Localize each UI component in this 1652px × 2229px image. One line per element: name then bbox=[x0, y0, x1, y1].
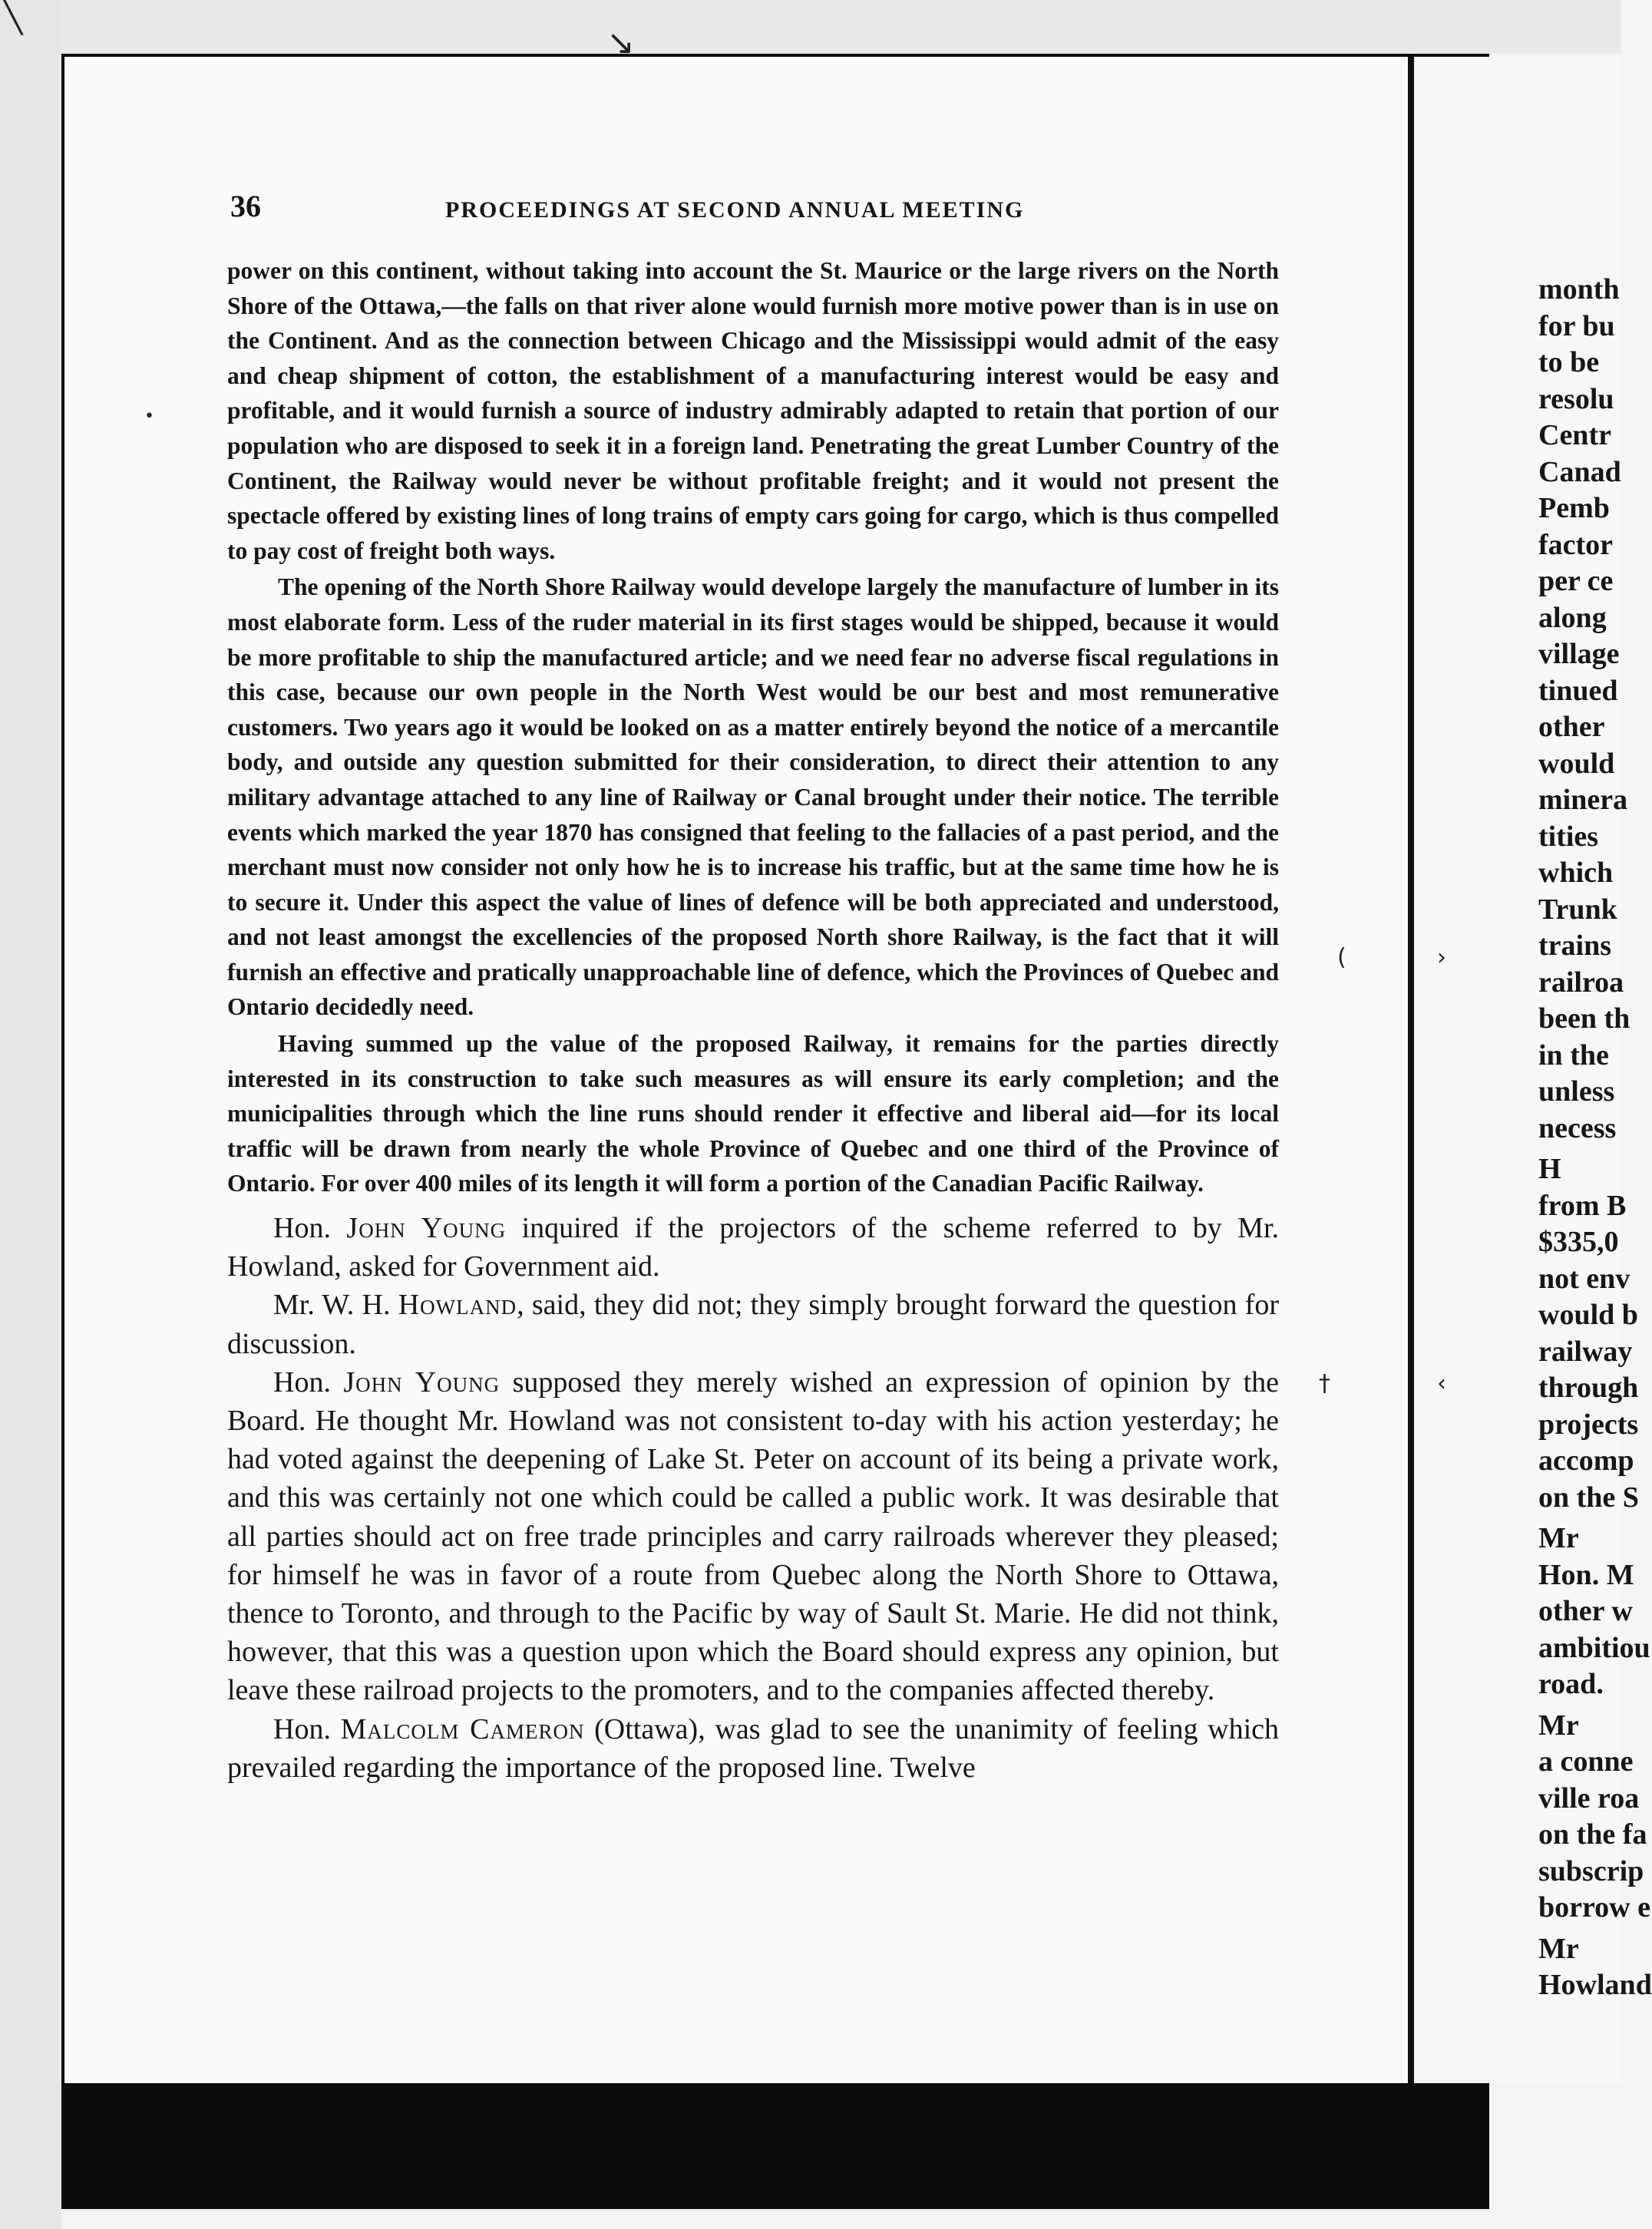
speech-item bbox=[227, 1363, 1279, 1710]
right-page-line: unless bbox=[1538, 1075, 1615, 1108]
page-number: 36 bbox=[230, 189, 261, 223]
right-page-line: through bbox=[1538, 1372, 1639, 1404]
right-page-line: for bu bbox=[1538, 309, 1615, 342]
speech-text: (Ottawa), was glad to see the unanimity of feeling which prevailed regarding the importance of the proposed line. Twelve bbox=[227, 1712, 1280, 1784]
right-page-line: borrow e bbox=[1538, 1891, 1650, 1924]
speaker-name: John Young bbox=[346, 1212, 507, 1245]
right-page-line: Mr bbox=[1538, 1932, 1579, 1965]
right-page-line: necess bbox=[1538, 1111, 1617, 1144]
paragraph-lumber: The opening of the North Shore Railway would develope largely the manufacture of lumber in its most elaborate form. Less of the ruder material in its first stages would be shipped, because it would be more profitable to ship the manufactured article; and we need fear no adverse fiscal regulations in this case, because our own people in the North West would be our best and most remunerative customers. Two years ago it would be looked on as a matter entirely beyond the notice of a mercantile body, and outside any question submitted for their consideration, to direct their attention to any military advantage attached to any line of Railway or Canal brought under their notice. The terrible events which marked the year 1870 has consigned that feeling to the fallacies of a past period, and the merchant must now consider not only how he is to increase his traffic, but at the same time how he is to secure it. Under this aspect the value of lines of defence will be both appreciated and understood, and not least amongst the excellencies of the proposed North shore Railway, is the fact that it will furnish an effective and pratically unapproachable line of defence, which the Provinces of Quebec and Ontario decidedly need. bbox=[227, 573, 1279, 1021]
right-page-line: accomp bbox=[1538, 1445, 1634, 1477]
running-title: PROCEEDINGS AT SECOND ANNUAL MEETING bbox=[445, 197, 1025, 223]
right-page-line: other bbox=[1538, 711, 1605, 743]
right-page-line: in the bbox=[1538, 1039, 1609, 1072]
right-page-line: Mr bbox=[1538, 1709, 1579, 1742]
right-page-line: on the S bbox=[1538, 1481, 1639, 1514]
discussion bbox=[227, 1209, 1279, 1787]
right-page-line: minera bbox=[1538, 784, 1628, 816]
right-page-line: been th bbox=[1538, 1002, 1631, 1035]
scan-border-top bbox=[0, 0, 1621, 54]
right-page-line: which bbox=[1538, 857, 1614, 889]
right-page-line: railroa bbox=[1538, 966, 1624, 999]
right-page-line: railway bbox=[1538, 1335, 1633, 1368]
scan-speck: ‹ bbox=[1437, 1370, 1446, 1397]
right-page-line: tities bbox=[1538, 820, 1599, 853]
scan-speck: • bbox=[144, 407, 154, 426]
right-page-line: Howland bbox=[1538, 1969, 1652, 2001]
scan-speck: ( bbox=[1337, 944, 1346, 971]
right-page-line: trains bbox=[1538, 930, 1611, 962]
right-page-line: along bbox=[1538, 601, 1607, 634]
right-page-line: projects bbox=[1538, 1408, 1639, 1441]
right-page-line: on the fa bbox=[1538, 1818, 1647, 1851]
speech-text: inquired if the projectors of the scheme referred to by Mr. Howland, asked for Government aid. bbox=[227, 1212, 1280, 1283]
right-page-line: Trunk bbox=[1538, 893, 1617, 926]
quoted-report bbox=[227, 253, 1279, 1201]
speech-item bbox=[227, 1209, 1279, 1286]
right-page-text bbox=[1538, 272, 1652, 2004]
right-page-line: would bbox=[1538, 747, 1615, 780]
speaker-title: Hon. bbox=[273, 1365, 331, 1398]
right-page-line: factor bbox=[1538, 528, 1614, 561]
speaker-title: Hon. bbox=[273, 1712, 331, 1745]
page-divider bbox=[1408, 57, 1414, 2083]
right-page-line: to be bbox=[1538, 346, 1600, 378]
speaker-title: Hon. bbox=[273, 1212, 331, 1245]
right-page-line: a conne bbox=[1538, 1745, 1634, 1778]
scan-border-left bbox=[0, 0, 61, 2229]
right-page-line: H bbox=[1538, 1153, 1561, 1185]
scan-speck: ↘ bbox=[606, 23, 635, 62]
speaker-name: Howland bbox=[398, 1289, 517, 1322]
right-page-line: per ce bbox=[1538, 565, 1614, 597]
speech-item bbox=[227, 1710, 1279, 1787]
speech-item bbox=[227, 1286, 1279, 1362]
page-header bbox=[230, 188, 1274, 234]
right-page-line: not env bbox=[1538, 1262, 1631, 1295]
scan-speck: ╲ bbox=[4, 0, 23, 35]
right-page-line: Canad bbox=[1538, 455, 1621, 488]
right-page-line: subscrip bbox=[1538, 1854, 1644, 1887]
paragraph-summary: Having summed up the value of the proposed Railway, it remains for the parties directly interested in its construction to take such measures as will ensure its early completion; and the municipalities through which the line runs should render it effective and liberal aid—for its local traffic will be drawn from nearly the whole Province of Quebec and one third of the Province of Ontario. For over 400 miles of its length it will form a portion of the Canadian Pacific Railway. bbox=[227, 1030, 1279, 1197]
right-page-line: from B bbox=[1538, 1189, 1627, 1222]
right-page-line: ville roa bbox=[1538, 1782, 1640, 1815]
right-page-line: resolu bbox=[1538, 382, 1614, 415]
right-page-line: Mr bbox=[1538, 1522, 1579, 1554]
paragraph-continuation: power on this continent, without taking into account the St. Maurice or the large rivers on the North Shore of the Ottawa,—the falls on that river alone would furnish more motive power than is in use on the Continent. And as the connection between Chicago and the Mississippi would admit of the easy and cheap shipment of cotton, the establishment of a manufacturing interest would be easy and profitable, and it would furnish a source of industry admirably adapted to retain that portion of our population who are disposed to seek it in a foreign land. Penetrating the great Lumber Country of the Continent, the Railway would never be without profitable freight; and it would not present the spectacle offered by existing lines of long trains of empty cars going for cargo, which is thus compelled to pay cost of freight both ways. bbox=[227, 257, 1279, 564]
right-page-line: month bbox=[1538, 273, 1620, 305]
right-page-line: Hon. M bbox=[1538, 1558, 1634, 1591]
right-page-line: other w bbox=[1538, 1595, 1633, 1627]
right-page-line: $335,0 bbox=[1538, 1226, 1619, 1258]
speaker-title: Mr. W. H. bbox=[273, 1289, 391, 1322]
scan-speck: › bbox=[1437, 944, 1446, 971]
speech-text: , said, they did not; they simply brought forward the question for discussion. bbox=[227, 1289, 1279, 1360]
article-body bbox=[227, 253, 1279, 1787]
right-page-line: would b bbox=[1538, 1299, 1638, 1331]
right-page-line: Pemb bbox=[1538, 492, 1610, 524]
right-page-line: ambitiou bbox=[1538, 1631, 1650, 1664]
speaker-name: John Young bbox=[343, 1365, 501, 1398]
right-page-line: Centr bbox=[1538, 419, 1611, 451]
scan-speck: † bbox=[1319, 1370, 1330, 1397]
speech-text: supposed they merely wished an expression of opinion by the Board. He thought Mr. Howland was not consistent to-day with his action yesterday; he had voted against the deepening of Lake St. Peter on account of its being a private work, and this was certainly not one which could be called a public work. It was desirable that all parties should act on free trade principles and carry railroads wherever they pleased; for himself he was in favor of a route from Quebec along the North Shore to Ottawa, thence to Toronto, and through to the Pacific by way of Sault St. Marie. He did not think, however, that this was a question upon which the Board should express any opinion, but leave these railroad projects to the promoters, and to the companies affected thereby. bbox=[227, 1365, 1280, 1707]
right-page-partial bbox=[1408, 57, 1652, 2083]
right-page-line: village bbox=[1538, 638, 1620, 670]
speaker-name: Malcolm Cameron bbox=[340, 1712, 585, 1745]
right-page-line: tinued bbox=[1538, 674, 1618, 707]
right-page-line: road. bbox=[1538, 1668, 1604, 1700]
